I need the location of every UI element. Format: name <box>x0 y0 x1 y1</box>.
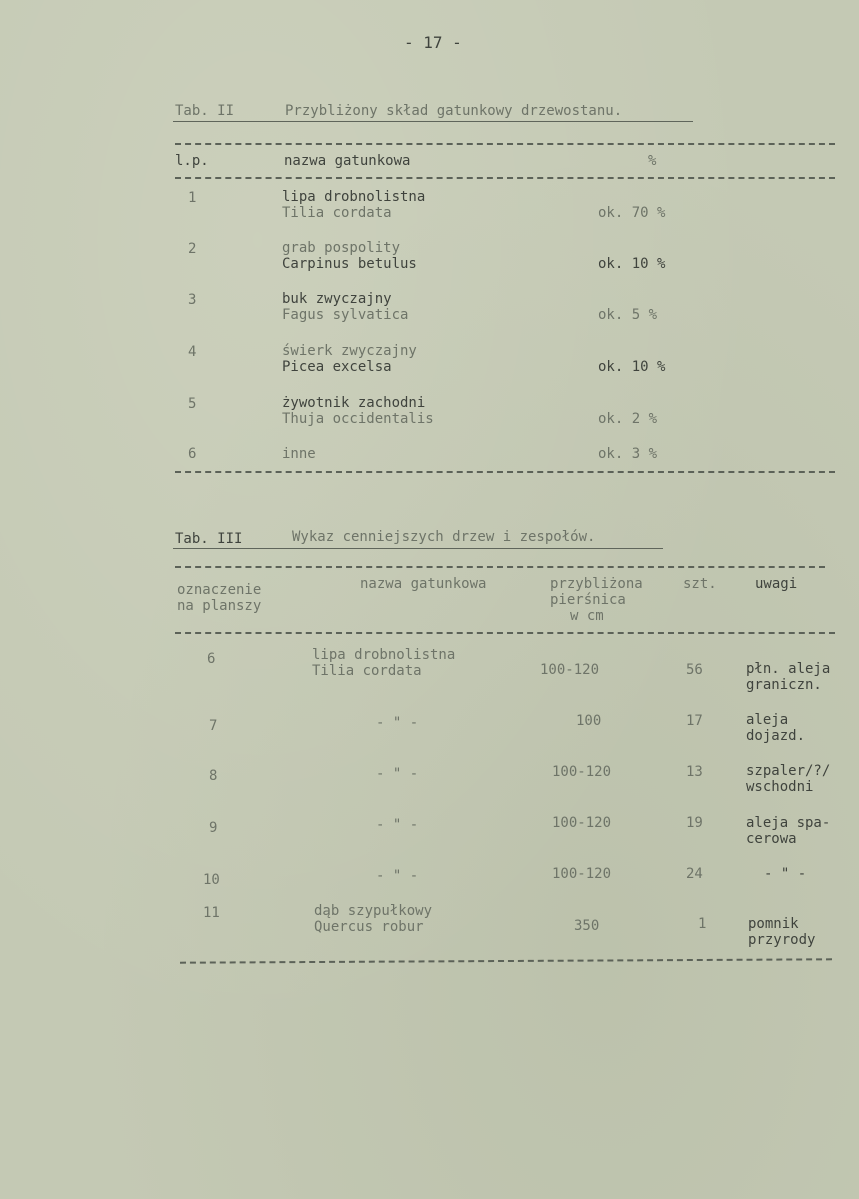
row-mark: 7 <box>209 718 218 734</box>
row-latin: Thuja occidentalis <box>282 411 434 427</box>
row-note: aleja spa- <box>746 815 831 831</box>
row-lp: 2 <box>188 241 197 257</box>
row-name: lipa drobnolistna <box>312 647 456 663</box>
row-lp: 3 <box>188 292 197 308</box>
row-note-2: graniczn. <box>746 677 822 693</box>
row-mark: 10 <box>203 872 220 888</box>
row-count: 24 <box>686 866 703 882</box>
table-2-title: Przybliżony skład gatunkowy drzewostanu. <box>285 103 623 119</box>
row-count: 56 <box>686 662 703 678</box>
row-name: lipa drobnolistna <box>282 189 426 205</box>
row-count: 19 <box>686 815 703 831</box>
row-note-2: cerowa <box>746 831 797 847</box>
table-2-bottom-rule <box>175 471 835 473</box>
table-2-header-pct: % <box>648 153 657 169</box>
table-3-header-name: nazwa gatunkowa <box>360 576 487 592</box>
row-name: grab pospolity <box>282 240 401 256</box>
row-perim: 100-120 <box>552 815 612 831</box>
row-latin: Tilia cordata <box>282 205 392 221</box>
row-name: inne <box>282 446 316 462</box>
row-pct: ok. 2 % <box>598 411 658 427</box>
row-latin: Quercus robur <box>314 919 424 935</box>
row-perim: 350 <box>574 918 600 934</box>
table-2-title-underline <box>173 121 693 122</box>
row-lp: 6 <box>188 446 197 462</box>
row-count: 13 <box>686 764 703 780</box>
row-note: płn. aleja <box>746 661 831 677</box>
row-name: buk zwyczajny <box>282 291 392 307</box>
row-latin: Tilia cordata <box>312 663 422 679</box>
row-perim: 100 <box>576 713 602 729</box>
row-note: pomnik <box>748 916 799 932</box>
row-mark: 11 <box>203 905 220 921</box>
row-pct: ok. 5 % <box>598 307 658 323</box>
table-2-header-name: nazwa gatunkowa <box>284 153 411 169</box>
row-name: - " - <box>376 766 419 782</box>
table-3-bottom-rule <box>180 958 832 963</box>
table-3-header-mark-2: na planszy <box>177 598 262 614</box>
row-mark: 8 <box>209 768 218 784</box>
row-latin: Carpinus betulus <box>282 256 417 272</box>
table-3-header-notes: uwagi <box>755 576 798 592</box>
row-mark: 6 <box>207 651 216 667</box>
row-perim: 100-120 <box>552 866 612 882</box>
row-pct: ok. 10 % <box>598 359 666 375</box>
page-number: - 17 - <box>404 33 462 52</box>
row-pct: ok. 3 % <box>598 446 658 462</box>
table-3-top-rule <box>175 566 825 568</box>
row-latin: Picea excelsa <box>282 359 392 375</box>
row-lp: 4 <box>188 344 197 360</box>
row-latin: Fagus sylvatica <box>282 307 409 323</box>
row-name: - " - <box>376 868 419 884</box>
table-3-title-underline <box>173 548 663 549</box>
table-3-header-count: szt. <box>683 576 717 592</box>
row-name: - " - <box>376 817 419 833</box>
table-2-header-rule <box>175 177 835 179</box>
row-perim: 100-120 <box>552 764 612 780</box>
row-note: - " - <box>764 866 807 882</box>
row-note-2: przyrody <box>748 932 816 948</box>
table-2-header-lp: l.p. <box>175 153 209 169</box>
row-count: 17 <box>686 713 703 729</box>
row-name: żywotnik zachodni <box>282 395 426 411</box>
row-note: szpaler/?/ <box>746 763 831 779</box>
row-perim: 100-120 <box>540 662 600 678</box>
row-mark: 9 <box>209 820 218 836</box>
table-3-header-rule <box>175 632 835 634</box>
row-name: - " - <box>376 715 419 731</box>
row-name: dąb szypułkowy <box>314 903 433 919</box>
row-lp: 5 <box>188 396 197 412</box>
row-note-2: wschodni <box>746 779 814 795</box>
row-note: aleja <box>746 712 789 728</box>
row-count: 1 <box>698 916 707 932</box>
row-lp: 1 <box>188 190 197 206</box>
row-pct: ok. 10 % <box>598 256 666 272</box>
table-3-header-perim-2: pierśnica <box>550 592 626 608</box>
table-3-header-perim: przybliżona <box>550 576 643 592</box>
row-name: świerk zwyczajny <box>282 343 417 359</box>
table-3-title: Wykaz cenniejszych drzew i zespołów. <box>292 529 596 545</box>
table-2-label: Tab. II <box>175 103 235 119</box>
table-3-header-perim-3: w cm <box>570 608 604 624</box>
table-3-label: Tab. III <box>175 531 243 547</box>
table-3-header-mark: oznaczenie <box>177 582 262 598</box>
row-pct: ok. 70 % <box>598 205 666 221</box>
row-note-2: dojazd. <box>746 728 806 744</box>
table-2-top-rule <box>175 143 835 145</box>
